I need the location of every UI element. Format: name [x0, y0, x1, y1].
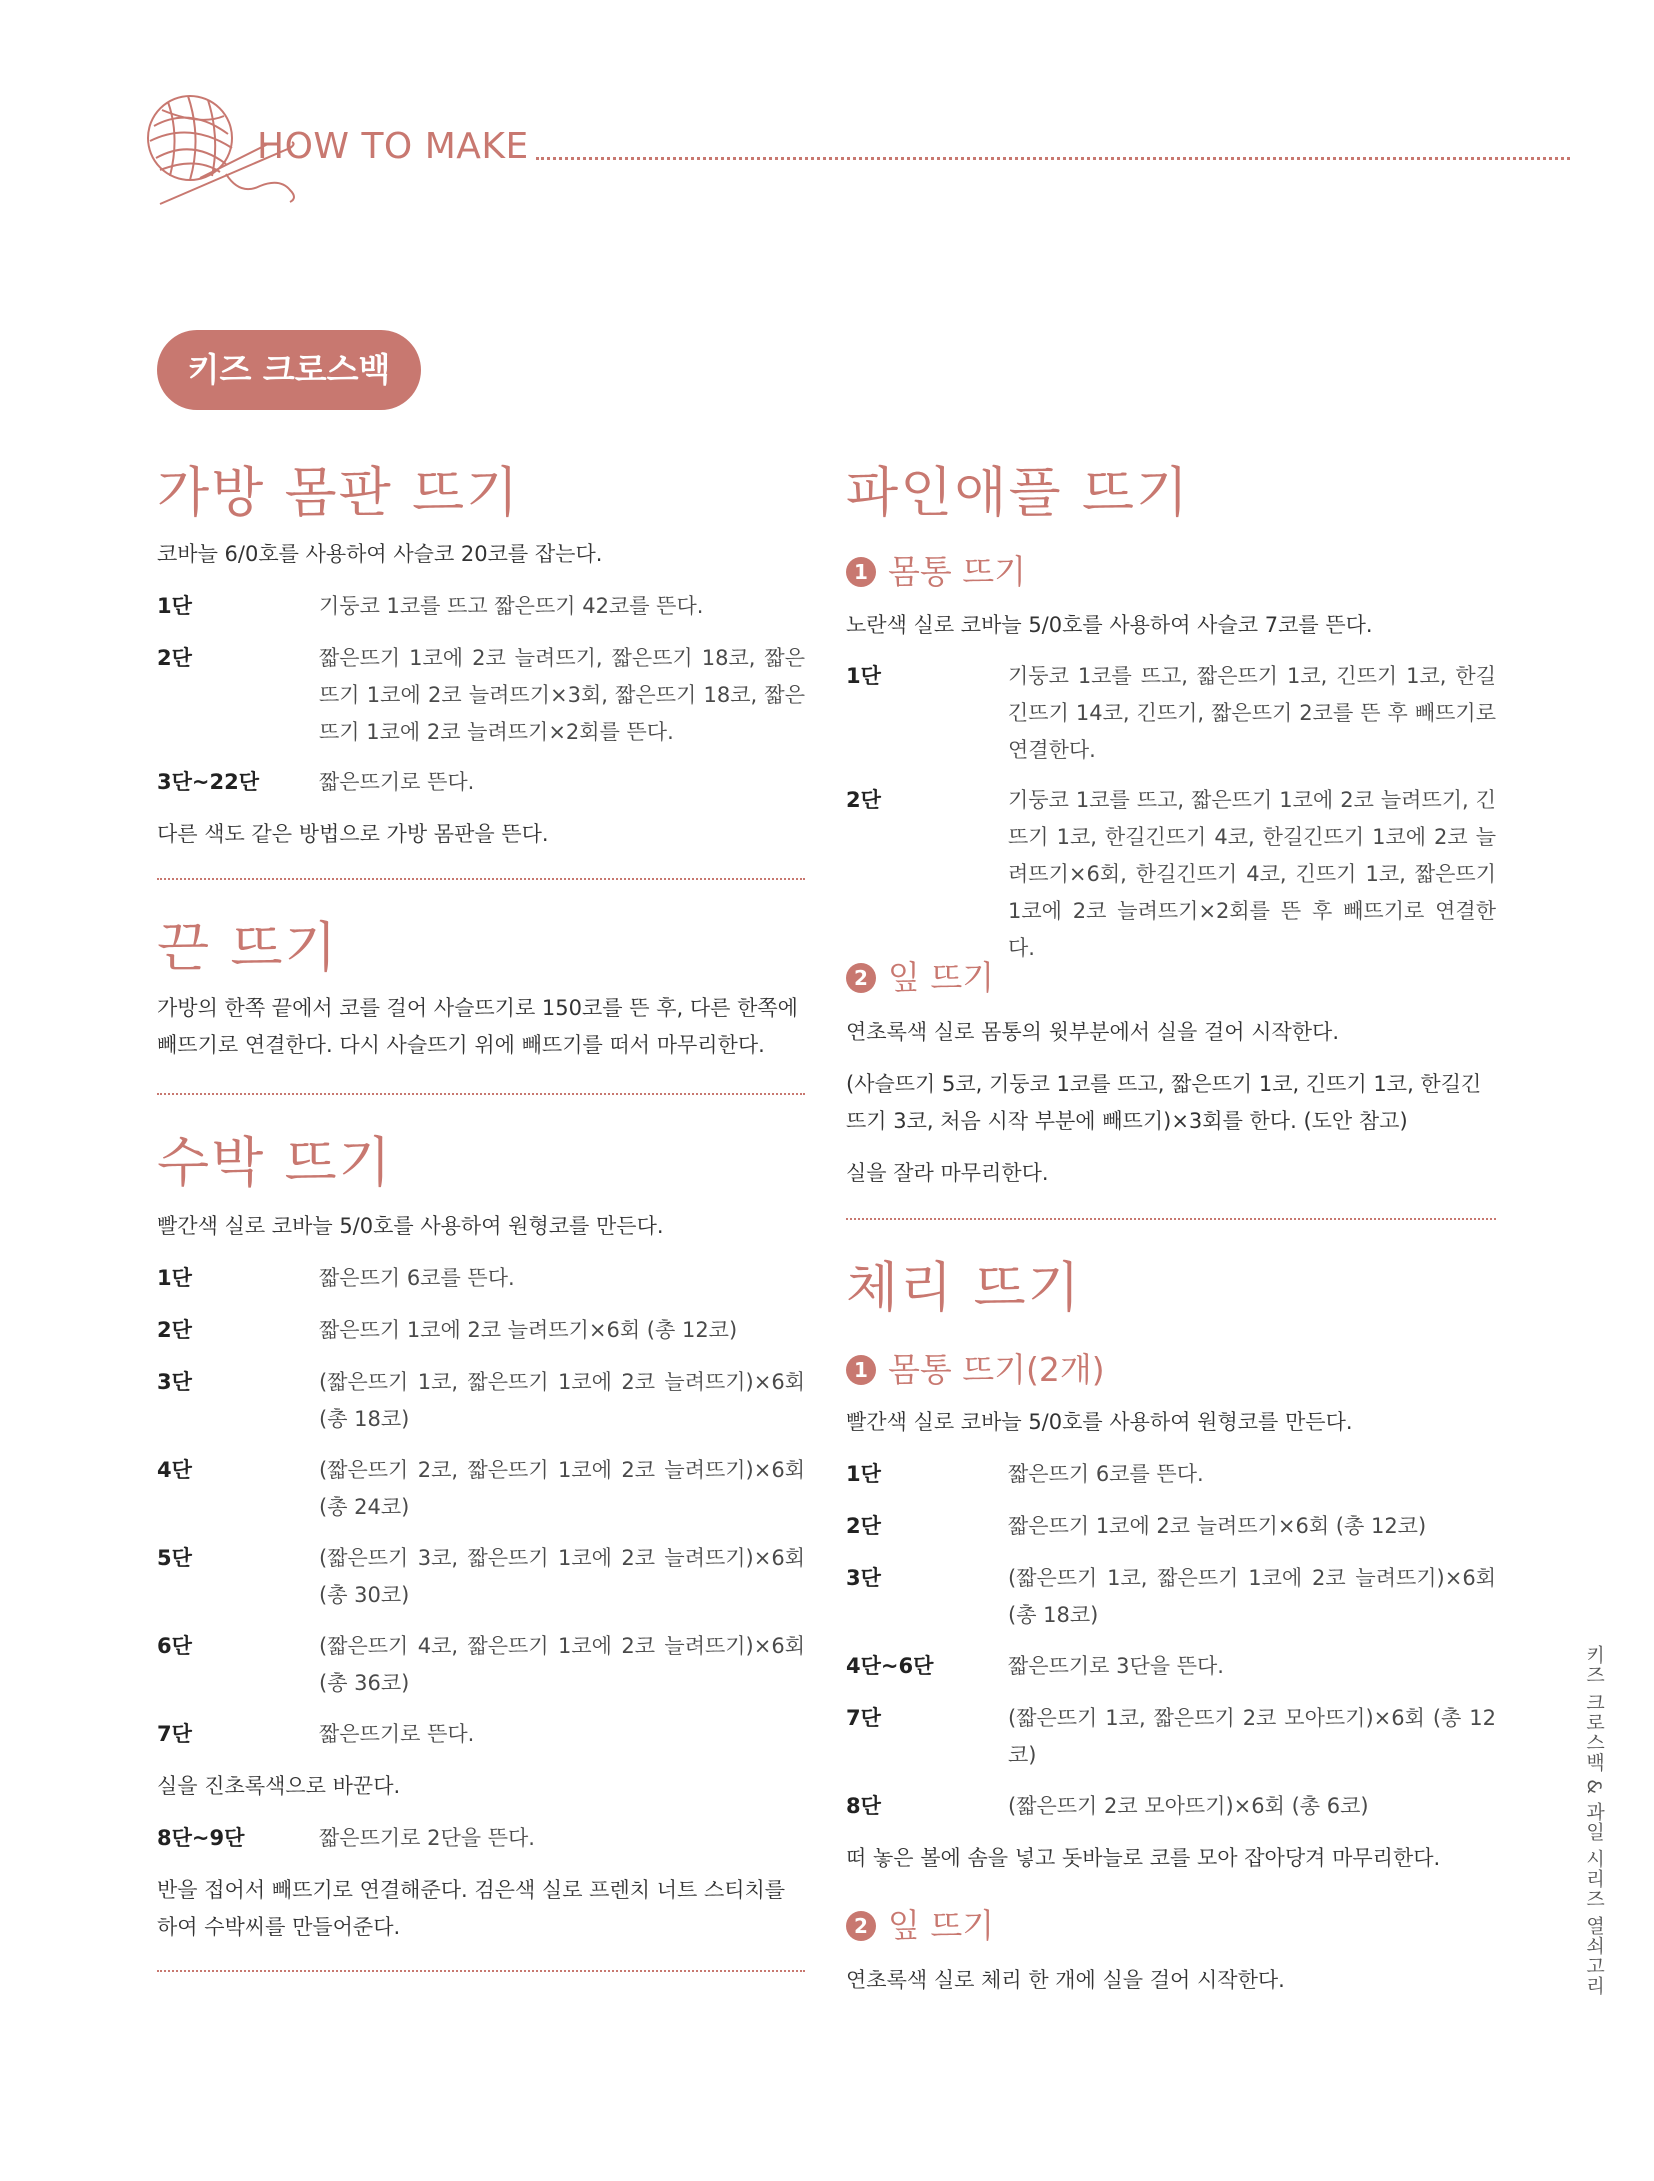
row-label: 8단: [846, 1794, 881, 1818]
row-label: 2단: [157, 646, 192, 670]
row-text: 짧은뜨기 6코를 뜬다.: [1008, 1462, 1204, 1486]
row-label: 4단~6단: [846, 1654, 934, 1678]
section-divider: [157, 878, 805, 880]
row-label: 5단: [157, 1546, 192, 1570]
row-text: (짧은뜨기 1코, 짧은뜨기 1코에 2코 늘려뜨기)×6회 (총 18코): [1008, 1566, 1496, 1627]
row-label: 3단: [157, 1370, 192, 1394]
section-divider: [157, 1970, 805, 1972]
step-number-badge: 1: [846, 1355, 876, 1385]
row-text: (짧은뜨기 2코 모아뜨기)×6회 (총 6코): [1008, 1794, 1369, 1818]
row-label: 4단: [157, 1458, 192, 1482]
subsection-title-text: 몸통 뜨기: [888, 552, 1027, 591]
subsection-title: [846, 1900, 994, 1947]
watermelon-intro: 빨간색 실로 코바늘 5/0호를 사용하여 원형코를 만든다.: [157, 1214, 664, 1238]
bag-intro: 코바늘 6/0호를 사용하여 사슬코 20코를 잡는다.: [157, 542, 603, 566]
step-number-badge: 2: [846, 963, 876, 993]
row-text: (짧은뜨기 1코, 짧은뜨기 1코에 2코 늘려뜨기)×6회 (총 18코): [319, 1370, 805, 1431]
row-text: (짧은뜨기 1코, 짧은뜨기 2코 모아뜨기)×6회 (총 12코): [1008, 1706, 1496, 1767]
cherry-intro: 빨간색 실로 코바늘 5/0호를 사용하여 원형코를 만든다.: [846, 1410, 1353, 1434]
subsection-title: [846, 546, 1026, 593]
cherry-finish: 떠 놓은 볼에 솜을 넣고 돗바늘로 코를 모아 잡아당겨 마무리한다.: [846, 1846, 1441, 1870]
pineapple-intro: 노란색 실로 코바늘 5/0호를 사용하여 사슬코 7코를 뜬다.: [846, 613, 1373, 637]
step-number-badge: 2: [846, 1911, 876, 1941]
row-label: 7단: [846, 1706, 881, 1730]
subsection-title-text: 잎 뜨기: [888, 1906, 995, 1945]
watermelon-finish: 반을 접어서 빼뜨기로 연결해준다. 검은색 실로 프렌치 너트 스티치를 하여 수박씨를 만들어준다.: [157, 1878, 786, 1939]
pineapple-leaf-end: 실을 잘라 마무리한다.: [846, 1161, 1049, 1185]
row-label: 1단: [846, 664, 881, 688]
row-text: (짧은뜨기 2코, 짧은뜨기 1코에 2코 늘려뜨기)×6회 (총 24코): [319, 1458, 805, 1519]
row-label: 2단: [846, 788, 881, 812]
section-divider: [846, 1218, 1496, 1220]
watermelon-change: 실을 진초록색으로 바꾼다.: [157, 1774, 401, 1798]
row-text: 짧은뜨기 6코를 뜬다.: [319, 1266, 515, 1290]
header-dotted-rule: [536, 157, 1570, 160]
section-title-bag: 가방 몸판 뜨기: [157, 461, 521, 524]
section-title-strap: 끈 뜨기: [157, 916, 339, 979]
subsection-title-text: 잎 뜨기: [888, 958, 995, 997]
strap-text: 가방의 한쪽 끝에서 코를 걸어 사슬뜨기로 150코를 뜬 후, 다른 한쪽에 빼뜨기로 연결한다. 다시 사슬뜨기 위에 빼뜨기를 떠서 마무리한다.: [157, 996, 798, 1057]
cherry-leaf-intro: 연초록색 실로 체리 한 개에 실을 걸어 시작한다.: [846, 1968, 1285, 1992]
row-text: 기둥코 1코를 뜨고, 짧은뜨기 1코에 2코 늘려뜨기, 긴뜨기 1코, 한길긴뜨기 4코, 한길긴뜨기 1코에 2코 늘려뜨기×6회, 한길긴뜨기 4코, 긴뜨기 1코, 짧은뜨기 1코에 2코 늘려뜨기×2회를 뜬 후 빼뜨기로 연결한다.: [1008, 788, 1496, 960]
row-text: 기둥코 1코를 뜨고 짧은뜨기 42코를 뜬다.: [319, 594, 704, 618]
section-badge: 키즈 크로스백: [157, 330, 421, 410]
row-label: 7단: [157, 1722, 192, 1746]
row-text: 짧은뜨기로 뜬다.: [319, 770, 475, 794]
row-text: 짧은뜨기 1코에 2코 늘려뜨기×6회 (총 12코): [319, 1318, 738, 1342]
section-title-watermelon: 수박 뜨기: [157, 1131, 393, 1194]
header-title: HOW TO MAKE: [257, 126, 529, 167]
row-text: 짧은뜨기로 3단을 뜬다.: [1008, 1654, 1224, 1678]
row-label: 6단: [157, 1634, 192, 1658]
side-running-title: 키즈 크로스백 & 과일 시리즈 열쇠고리: [1583, 1645, 1605, 1997]
row-label: 2단: [157, 1318, 192, 1342]
subsection-title: [846, 1344, 1105, 1391]
pineapple-leaf-intro: 연초록색 실로 몸통의 윗부분에서 실을 걸어 시작한다.: [846, 1020, 1340, 1044]
row-label: 3단~22단: [157, 770, 260, 794]
row-label: 8단~9단: [157, 1826, 245, 1850]
section-title-cherry: 체리 뜨기: [846, 1256, 1082, 1319]
row-label: 1단: [846, 1462, 881, 1486]
row-label: 1단: [157, 1266, 192, 1290]
row-label: 2단: [846, 1514, 881, 1538]
row-text: 짧은뜨기 1코에 2코 늘려뜨기, 짧은뜨기 18코, 짧은뜨기 1코에 2코 늘려뜨기×3회, 짧은뜨기 18코, 짧은뜨기 1코에 2코 늘려뜨기×2회를 뜬다.: [319, 646, 805, 744]
subsection-title: [846, 952, 994, 999]
subsection-title-text: 몸통 뜨기(2개): [888, 1350, 1105, 1389]
section-title-pineapple: 파인애플 뜨기: [846, 461, 1191, 524]
row-text: 짧은뜨기 1코에 2코 늘려뜨기×6회 (총 12코): [1008, 1514, 1427, 1538]
row-label: 3단: [846, 1566, 881, 1590]
row-text: 짧은뜨기로 2단을 뜬다.: [319, 1826, 535, 1850]
pineapple-leaf-text: (사슬뜨기 5코, 기둥코 1코를 뜨고, 짧은뜨기 1코, 긴뜨기 1코, 한길긴뜨기 3코, 처음 시작 부분에 빼뜨기)×3회를 한다. (도안 참고): [846, 1072, 1482, 1133]
row-label: 1단: [157, 594, 192, 618]
bag-note: 다른 색도 같은 방법으로 가방 몸판을 뜬다.: [157, 822, 549, 846]
row-text: 짧은뜨기로 뜬다.: [319, 1722, 475, 1746]
section-divider: [157, 1093, 805, 1095]
row-text: 기둥코 1코를 뜨고, 짧은뜨기 1코, 긴뜨기 1코, 한길긴뜨기 14코, 긴뜨기, 짧은뜨기 2코를 뜬 후 빼뜨기로 연결한다.: [1008, 664, 1496, 762]
row-text: (짧은뜨기 4코, 짧은뜨기 1코에 2코 늘려뜨기)×6회 (총 36코): [319, 1634, 805, 1695]
step-number-badge: 1: [846, 557, 876, 587]
page-header: [140, 86, 1570, 216]
row-text: (짧은뜨기 3코, 짧은뜨기 1코에 2코 늘려뜨기)×6회 (총 30코): [319, 1546, 805, 1607]
